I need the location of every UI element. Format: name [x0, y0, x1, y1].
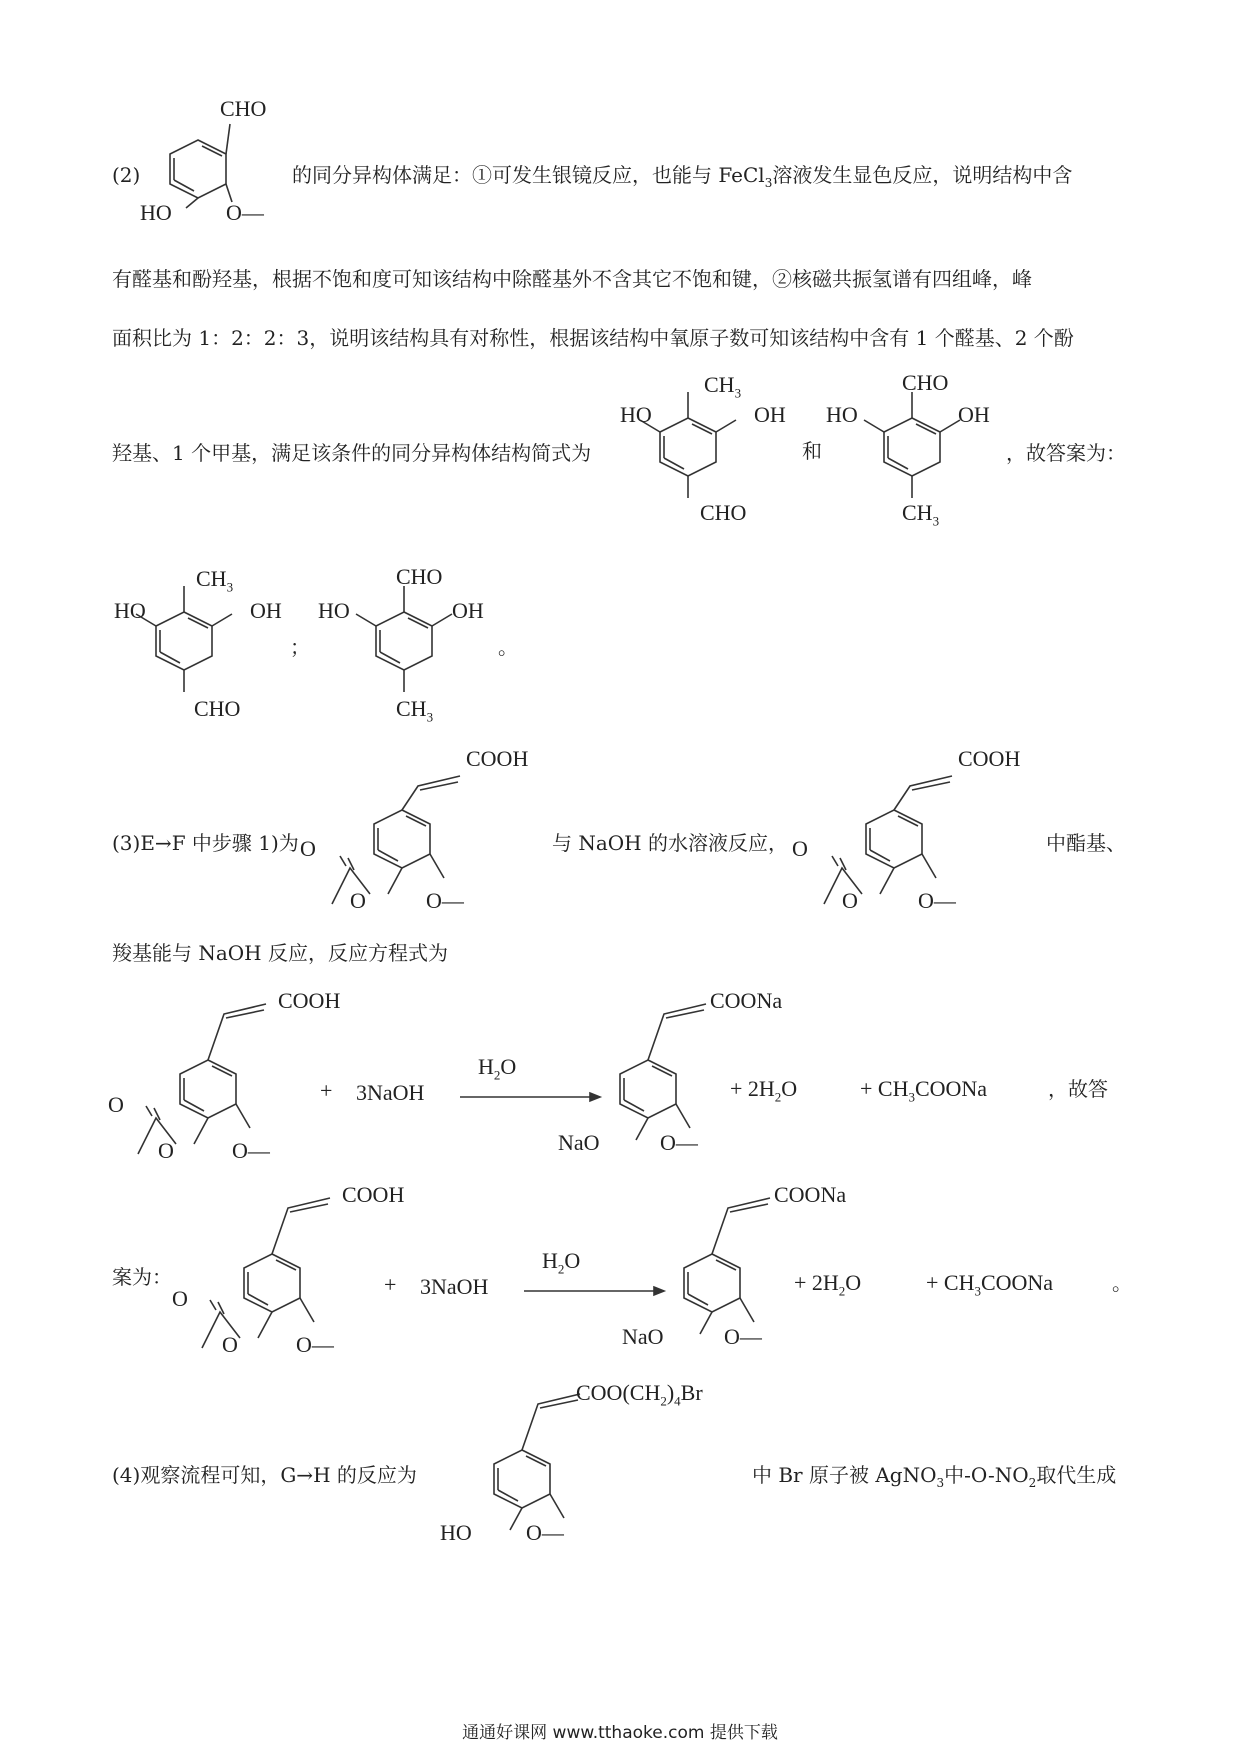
part2-end: 。	[498, 635, 518, 659]
eq2-o-carbonyl: O	[172, 1286, 188, 1311]
eq2-naoh: 3NaOH	[420, 1274, 489, 1299]
benzene-ring	[170, 140, 226, 198]
eq1-prod-ome: O—	[660, 1130, 698, 1155]
eq1-ome: O—	[232, 1138, 270, 1163]
eq2-ch3coona: + $CH_3COONa$	[926, 1270, 1054, 1299]
part3-tail1: ，故答	[1048, 1077, 1108, 1101]
eq2-o-ester: O	[222, 1332, 238, 1357]
eq1-cooh: COOH	[278, 988, 341, 1013]
eq2-h2o-product: + $2H_2O$	[794, 1270, 862, 1299]
eq1-h2o-cond: $H_2O$	[478, 1054, 517, 1083]
isomer-a-oh: OH	[754, 402, 786, 427]
part3-tail2: 。	[1112, 1271, 1132, 1295]
eq2-ome: O—	[296, 1332, 334, 1357]
eq2-coona: COONa	[774, 1182, 847, 1207]
ester-ho: HO	[440, 1520, 472, 1545]
isomer-b-oh: OH	[958, 402, 990, 427]
acid2-ome: O—	[918, 888, 956, 913]
ester-ome: O—	[526, 1520, 564, 1545]
acid2-o-ester: O	[842, 888, 858, 913]
acid1-o-ester: O	[350, 888, 366, 913]
isomer-a-ho: HO	[620, 402, 652, 427]
answer-b-ho: HO	[318, 598, 350, 623]
eq1-naoh: 3NaOH	[356, 1080, 425, 1105]
isomer-b-cho: CHO	[902, 370, 949, 395]
answer-b-oh: OH	[452, 598, 484, 623]
part3-text5: 案为：	[112, 1265, 172, 1289]
answer-b-ch3: $CH_3$	[396, 696, 434, 725]
part2-text3: 面积比为 1：2：2：3，说明该结构具有对称性，根据该结构中氧原子数可知该结构中含有 1 个醛基、2 个酚	[112, 326, 1074, 350]
part2-text5: ，故答案为：	[1006, 441, 1126, 465]
isomer-a-ch3: $CH_3$	[704, 372, 742, 401]
part2-sep: ；	[290, 635, 310, 659]
eq1-nao: NaO	[558, 1130, 600, 1155]
eq1-ch3coona: + $CH_3COONa$	[860, 1076, 988, 1105]
eq1-h2o-product: + $2H_2O$	[730, 1076, 798, 1105]
isomer-b-ch3: $CH_3$	[902, 500, 940, 529]
ome-label: O—	[226, 200, 264, 225]
part3-text4: 羧基能与 NaOH 反应，反应方程式为	[112, 941, 448, 965]
isomer-b-ho: HO	[826, 402, 858, 427]
answer-a-cho: CHO	[194, 696, 241, 721]
part4-text2: 中 Br 原子被 AgNO$_3$中$-O-NO_2$取代生成	[752, 1463, 1117, 1490]
part4-text1: (4)观察流程可知，G→H 的反应为	[112, 1463, 417, 1487]
eq2-plus: +	[384, 1272, 397, 1297]
cho-label: CHO	[220, 96, 267, 121]
eq1-o-carbonyl: O	[108, 1092, 124, 1117]
eq1-reactant	[116, 990, 316, 1180]
eq2-prod-ome: O—	[724, 1324, 762, 1349]
answer-b-cho: CHO	[396, 564, 443, 589]
part2-and: 和	[802, 439, 822, 463]
ho-label: HO	[140, 200, 172, 225]
ester-chain: $COO(CH_2)_4Br$	[576, 1380, 703, 1409]
eq2-reactant	[180, 1184, 380, 1374]
answer-a-ch3: $CH_3$	[196, 566, 234, 595]
answer-isomer-a-structure	[136, 592, 246, 702]
eq2-nao: NaO	[622, 1324, 664, 1349]
part2-text2: 有醛基和酚羟基，根据不饱和度可知该结构中除醛基外不含其它不饱和键，②核磁共振氢谱有四组峰，峰	[112, 267, 1032, 291]
eq1-coona: COONa	[710, 988, 783, 1013]
part2-label: (2)	[112, 163, 141, 187]
acid1-ome: O—	[426, 888, 464, 913]
acid2-o-carbonyl: O	[792, 836, 808, 861]
eq2-cooh: COOH	[342, 1182, 405, 1207]
part3-text2: 与 NaOH 的水溶液反应，	[552, 831, 788, 855]
acid2-cooh: COOH	[958, 746, 1021, 771]
eq1-o-ester: O	[158, 1138, 174, 1163]
eq1-plus: +	[320, 1078, 333, 1103]
answer-a-oh: OH	[250, 598, 282, 623]
answer-isomer-b-structure	[356, 592, 466, 702]
answer-a-ho: HO	[114, 598, 146, 623]
part2-text1: 的同分异构体满足：①可发生银镜反应，也能与 FeCl$_3$溶液发生显色反应，说明结构中含	[292, 163, 1073, 190]
part3-text1: (3)E→F 中步骤 1)为	[112, 831, 299, 855]
part2-text4: 羟基、1 个甲基，满足该条件的同分异构体结构简式为	[112, 441, 592, 465]
eq2-h2o-cond: $H_2O$	[542, 1248, 581, 1277]
isomer-a-cho: CHO	[700, 500, 747, 525]
acid1-o-carbonyl: O	[300, 836, 316, 861]
acid1-cooh: COOH	[466, 746, 529, 771]
part3-text3: 中酯基、	[1046, 831, 1126, 855]
page-footer: 通通好课网 www.tthaoke.com 提供下载	[462, 1723, 778, 1743]
isomer-a-structure	[640, 398, 750, 508]
